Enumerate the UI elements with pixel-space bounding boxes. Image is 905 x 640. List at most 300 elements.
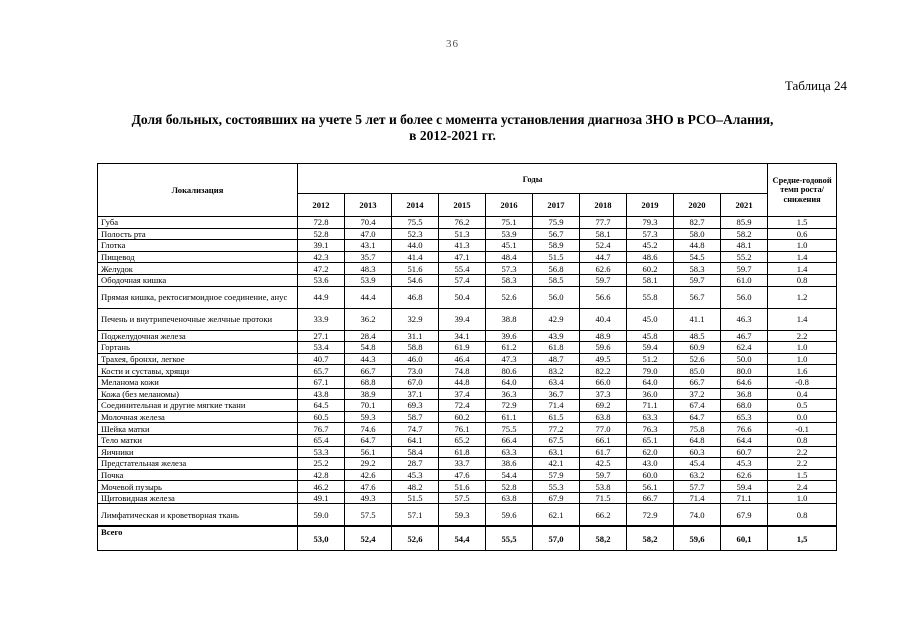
table-row-11 (98, 365, 837, 377)
value-cell-2013: 42.6 (345, 469, 392, 481)
value-cell-2016: 66.4 (486, 434, 533, 446)
value-cell-2019: 56.1 (627, 481, 674, 493)
value-cell-2018: 59.7 (580, 274, 627, 286)
value-cell-2016: 61.1 (486, 411, 533, 423)
value-cell-2021: 50.0 (721, 353, 768, 365)
title-line-1: Доля больных, состоявших на учете 5 лет и более с момента установления диагноза ЗНО в РСО–Алания, (131, 112, 774, 127)
value-cell-2021: 46.7 (721, 330, 768, 342)
value-cell-2013: 64.7 (345, 434, 392, 446)
rate-cell: 1.5 (768, 469, 837, 481)
table-row-19 (98, 458, 837, 470)
value-cell-2021: 76.6 (721, 423, 768, 435)
rate-cell: 2.2 (768, 330, 837, 342)
value-cell-2013: 48.3 (345, 263, 392, 275)
value-cell-2012: 53.4 (298, 342, 345, 354)
value-cell-2012: 42.3 (298, 251, 345, 263)
table-label: Таблица 24 (784, 78, 847, 93)
value-cell-2018: 82.2 (580, 365, 627, 377)
value-cell-2020: 82.7 (674, 217, 721, 229)
value-cell-2021: 58.2 (721, 228, 768, 240)
value-cell-2012: 40.7 (298, 353, 345, 365)
value-cell-2021: 80.0 (721, 365, 768, 377)
table-row-8 (98, 330, 837, 342)
value-cell-2012: 53.6 (298, 274, 345, 286)
localization-cell: Поджелудочная железа (98, 330, 298, 342)
value-cell-2014: 28.7 (392, 458, 439, 470)
value-cell-2013: 53.9 (345, 274, 392, 286)
value-cell-2021: 64.6 (721, 376, 768, 388)
value-cell-2016: 38.6 (486, 458, 533, 470)
table-row-22 (98, 492, 837, 504)
value-cell-2015: 50.4 (439, 286, 486, 308)
value-cell-2018: 63.8 (580, 411, 627, 423)
value-cell-2012: 39.1 (298, 240, 345, 252)
header-year-2018: 2018 (580, 194, 627, 217)
value-cell-2013: 59.3 (345, 411, 392, 423)
header-year-2012: 2012 (298, 194, 345, 217)
value-cell-2018: 59.6 (580, 342, 627, 354)
value-cell-2017: 83.2 (533, 365, 580, 377)
value-cell-2020: 37.2 (674, 388, 721, 400)
value-cell-2016: 38.8 (486, 308, 533, 330)
value-cell-2019: 62.0 (627, 446, 674, 458)
localization-cell: Лимфатическая и кроветворная ткань (98, 504, 298, 527)
rate-cell: 0.8 (768, 504, 837, 527)
rate-cell: -0.1 (768, 423, 837, 435)
table-row-3 (98, 251, 837, 263)
value-cell-2019: 63.3 (627, 411, 674, 423)
value-cell-2012: 76.7 (298, 423, 345, 435)
value-cell-2017: 36.7 (533, 388, 580, 400)
value-cell-2015: 65.2 (439, 434, 486, 446)
localization-cell: Яичники (98, 446, 298, 458)
value-cell-2019: 60.2 (627, 263, 674, 275)
value-cell-2015: 37.4 (439, 388, 486, 400)
table-row-21 (98, 481, 837, 493)
value-cell-2012: 65.7 (298, 365, 345, 377)
value-cell-2018: 52.4 (580, 240, 627, 252)
value-cell-2013: 57.5 (345, 504, 392, 527)
value-cell-2018: 48.9 (580, 330, 627, 342)
value-cell-2015: 51.3 (439, 228, 486, 240)
value-cell-2021: 64.4 (721, 434, 768, 446)
rate-cell: 0.8 (768, 274, 837, 286)
value-cell-2021: 48.1 (721, 240, 768, 252)
value-cell-2019: 59.4 (627, 342, 674, 354)
value-cell-2016: 63.8 (486, 492, 533, 504)
rate-cell: 1.4 (768, 308, 837, 330)
value-cell-2021: 60.7 (721, 446, 768, 458)
value-cell-2013: 29.2 (345, 458, 392, 470)
value-cell-2019: 51.2 (627, 353, 674, 365)
value-cell-2016: 53.9 (486, 228, 533, 240)
value-cell-2016: 54.4 (486, 469, 533, 481)
value-cell-2018: 62.6 (580, 263, 627, 275)
value-cell-2018: 53.8 (580, 481, 627, 493)
value-cell-2018: 42.5 (580, 458, 627, 470)
value-cell-2013: 35.7 (345, 251, 392, 263)
header-year-2014: 2014 (392, 194, 439, 217)
value-cell-2021: 36.8 (721, 388, 768, 400)
value-cell-2016: 55,5 (486, 526, 533, 551)
header-year-2013: 2013 (345, 194, 392, 217)
table-row-13 (98, 388, 837, 400)
value-cell-2019: 58,2 (627, 526, 674, 551)
value-cell-2016: 36.3 (486, 388, 533, 400)
value-cell-2017: 58.5 (533, 274, 580, 286)
localization-cell: Почка (98, 469, 298, 481)
table-row-16 (98, 423, 837, 435)
table-title (0, 112, 905, 144)
value-cell-2021: 71.1 (721, 492, 768, 504)
table-row-23 (98, 504, 837, 527)
value-cell-2020: 56.7 (674, 286, 721, 308)
localization-cell: Мочевой пузырь (98, 481, 298, 493)
header-year-2020: 2020 (674, 194, 721, 217)
value-cell-2012: 43.8 (298, 388, 345, 400)
value-cell-2014: 75.5 (392, 217, 439, 229)
value-cell-2019: 65.1 (627, 434, 674, 446)
value-cell-2016: 64.0 (486, 376, 533, 388)
value-cell-2013: 66.7 (345, 365, 392, 377)
value-cell-2012: 42.8 (298, 469, 345, 481)
value-cell-2014: 74.7 (392, 423, 439, 435)
value-cell-2016: 80.6 (486, 365, 533, 377)
table-row-9 (98, 342, 837, 354)
value-cell-2013: 54.8 (345, 342, 392, 354)
value-cell-2015: 76.1 (439, 423, 486, 435)
value-cell-2020: 60.9 (674, 342, 721, 354)
value-cell-2015: 44.8 (439, 376, 486, 388)
value-cell-2017: 51.5 (533, 251, 580, 263)
value-cell-2021: 61.0 (721, 274, 768, 286)
table-row-17 (98, 434, 837, 446)
header-year-2021: 2021 (721, 194, 768, 217)
value-cell-2018: 37.3 (580, 388, 627, 400)
value-cell-2017: 56.0 (533, 286, 580, 308)
value-cell-2013: 28.4 (345, 330, 392, 342)
value-cell-2021: 46.3 (721, 308, 768, 330)
value-cell-2017: 61.5 (533, 411, 580, 423)
value-cell-2018: 56.6 (580, 286, 627, 308)
localization-cell: Печень и внутрипеченочные желчные протоки (98, 308, 298, 330)
value-cell-2019: 58.1 (627, 274, 674, 286)
value-cell-2012: 27.1 (298, 330, 345, 342)
localization-cell: Трахея, бронхи, легкое (98, 353, 298, 365)
value-cell-2019: 57.3 (627, 228, 674, 240)
localization-cell: Щитовидная железа (98, 492, 298, 504)
value-cell-2018: 77.7 (580, 217, 627, 229)
value-cell-2016: 59.6 (486, 504, 533, 527)
value-cell-2016: 52.6 (486, 286, 533, 308)
table-row-10 (98, 353, 837, 365)
value-cell-2020: 74.0 (674, 504, 721, 527)
value-cell-2013: 70.4 (345, 217, 392, 229)
value-cell-2014: 73.0 (392, 365, 439, 377)
value-cell-2014: 46.8 (392, 286, 439, 308)
value-cell-2012: 59.0 (298, 504, 345, 527)
rate-cell: 2.2 (768, 458, 837, 470)
rate-cell: -0.8 (768, 376, 837, 388)
value-cell-2017: 71.4 (533, 400, 580, 412)
value-cell-2012: 72.8 (298, 217, 345, 229)
localization-cell: Кости и суставы, хрящи (98, 365, 298, 377)
value-cell-2015: 51.6 (439, 481, 486, 493)
value-cell-2019: 36.0 (627, 388, 674, 400)
header-year-2017: 2017 (533, 194, 580, 217)
value-cell-2017: 57.9 (533, 469, 580, 481)
rate-cell: 1.4 (768, 263, 837, 275)
value-cell-2012: 67.1 (298, 376, 345, 388)
value-cell-2021: 56.0 (721, 286, 768, 308)
value-cell-2018: 61.7 (580, 446, 627, 458)
value-cell-2019: 45.0 (627, 308, 674, 330)
value-cell-2017: 61.8 (533, 342, 580, 354)
page-number: 36 (446, 38, 459, 50)
value-cell-2019: 45.8 (627, 330, 674, 342)
value-cell-2019: 72.9 (627, 504, 674, 527)
value-cell-2018: 40.4 (580, 308, 627, 330)
value-cell-2016: 58.3 (486, 274, 533, 286)
value-cell-2019: 66.7 (627, 492, 674, 504)
value-cell-2021: 68.0 (721, 400, 768, 412)
value-cell-2012: 44.9 (298, 286, 345, 308)
value-cell-2017: 63.4 (533, 376, 580, 388)
value-cell-2015: 57.4 (439, 274, 486, 286)
value-cell-2021: 55.2 (721, 251, 768, 263)
value-cell-2019: 64.0 (627, 376, 674, 388)
value-cell-2014: 37.1 (392, 388, 439, 400)
value-cell-2014: 57.1 (392, 504, 439, 527)
value-cell-2020: 75.8 (674, 423, 721, 435)
localization-cell: Тело матки (98, 434, 298, 446)
value-cell-2012: 65.4 (298, 434, 345, 446)
value-cell-2012: 53.3 (298, 446, 345, 458)
header-year-2016: 2016 (486, 194, 533, 217)
value-cell-2015: 33.7 (439, 458, 486, 470)
rate-cell: 1.2 (768, 286, 837, 308)
value-cell-2017: 56.7 (533, 228, 580, 240)
value-cell-2020: 44.8 (674, 240, 721, 252)
table-row-0 (98, 217, 837, 229)
value-cell-2018: 49.5 (580, 353, 627, 365)
value-cell-2014: 41.4 (392, 251, 439, 263)
value-cell-2013: 44.4 (345, 286, 392, 308)
value-cell-2015: 47.1 (439, 251, 486, 263)
value-cell-2015: 60.2 (439, 411, 486, 423)
value-cell-2014: 44.0 (392, 240, 439, 252)
value-cell-2013: 36.2 (345, 308, 392, 330)
rate-cell: 2.2 (768, 446, 837, 458)
value-cell-2021: 59.4 (721, 481, 768, 493)
value-cell-2014: 58.8 (392, 342, 439, 354)
table-header (98, 164, 837, 217)
value-cell-2016: 75.5 (486, 423, 533, 435)
value-cell-2016: 47.3 (486, 353, 533, 365)
value-cell-2015: 41.3 (439, 240, 486, 252)
rate-cell: 1.4 (768, 251, 837, 263)
rate-cell: 1.5 (768, 217, 837, 229)
rate-cell: 2.4 (768, 481, 837, 493)
table-row-total (98, 526, 837, 551)
value-cell-2017: 75.9 (533, 217, 580, 229)
value-cell-2018: 58.1 (580, 228, 627, 240)
localization-cell: Кожа (без меланомы) (98, 388, 298, 400)
localization-cell: Глотка (98, 240, 298, 252)
value-cell-2014: 46.0 (392, 353, 439, 365)
value-cell-2021: 65.3 (721, 411, 768, 423)
value-cell-2015: 61.9 (439, 342, 486, 354)
value-cell-2020: 67.4 (674, 400, 721, 412)
rate-cell: 0.6 (768, 228, 837, 240)
table-body (98, 217, 837, 551)
rate-cell: 0.5 (768, 400, 837, 412)
title-line-2: в 2012-2021 гг. (409, 128, 496, 143)
value-cell-2017: 42.1 (533, 458, 580, 470)
table-row-5 (98, 274, 837, 286)
header-year-2015: 2015 (439, 194, 486, 217)
value-cell-2018: 66.1 (580, 434, 627, 446)
value-cell-2019: 76.3 (627, 423, 674, 435)
localization-cell: Гортань (98, 342, 298, 354)
value-cell-2014: 64.1 (392, 434, 439, 446)
localization-cell: Предстательная железа (98, 458, 298, 470)
value-cell-2012: 33.9 (298, 308, 345, 330)
value-cell-2012: 46.2 (298, 481, 345, 493)
value-cell-2019: 71.1 (627, 400, 674, 412)
table-row-4 (98, 263, 837, 275)
value-cell-2018: 66.0 (580, 376, 627, 388)
table-row-18 (98, 446, 837, 458)
value-cell-2018: 66.2 (580, 504, 627, 527)
value-cell-2014: 58.7 (392, 411, 439, 423)
value-cell-2015: 57.5 (439, 492, 486, 504)
value-cell-2020: 59,6 (674, 526, 721, 551)
value-cell-2015: 46.4 (439, 353, 486, 365)
value-cell-2021: 62.4 (721, 342, 768, 354)
value-cell-2017: 43.9 (533, 330, 580, 342)
value-cell-2016: 52.8 (486, 481, 533, 493)
value-cell-2012: 64.5 (298, 400, 345, 412)
value-cell-2012: 52.8 (298, 228, 345, 240)
value-cell-2016: 61.2 (486, 342, 533, 354)
value-cell-2019: 79.0 (627, 365, 674, 377)
value-cell-2012: 25.2 (298, 458, 345, 470)
value-cell-2018: 44.7 (580, 251, 627, 263)
table-row-12 (98, 376, 837, 388)
table-row-15 (98, 411, 837, 423)
value-cell-2019: 79.3 (627, 217, 674, 229)
value-cell-2013: 43.1 (345, 240, 392, 252)
value-cell-2017: 62.1 (533, 504, 580, 527)
value-cell-2017: 55.3 (533, 481, 580, 493)
value-cell-2012: 47.2 (298, 263, 345, 275)
rate-cell: 1,5 (768, 526, 837, 551)
value-cell-2019: 43.0 (627, 458, 674, 470)
value-cell-2013: 74.6 (345, 423, 392, 435)
rate-cell: 1.0 (768, 240, 837, 252)
value-cell-2020: 52.6 (674, 353, 721, 365)
value-cell-2014: 67.0 (392, 376, 439, 388)
value-cell-2020: 64.7 (674, 411, 721, 423)
value-cell-2021: 59.7 (721, 263, 768, 275)
value-cell-2020: 54.5 (674, 251, 721, 263)
header-localization: Локализация (98, 164, 298, 217)
value-cell-2021: 45.3 (721, 458, 768, 470)
table-row-7 (98, 308, 837, 330)
value-cell-2014: 45.3 (392, 469, 439, 481)
value-cell-2018: 71.5 (580, 492, 627, 504)
value-cell-2014: 69.3 (392, 400, 439, 412)
value-cell-2021: 60,1 (721, 526, 768, 551)
rate-cell: 1.0 (768, 492, 837, 504)
value-cell-2016: 45.1 (486, 240, 533, 252)
value-cell-2012: 53,0 (298, 526, 345, 551)
value-cell-2012: 49.1 (298, 492, 345, 504)
value-cell-2017: 77.2 (533, 423, 580, 435)
rate-cell: 0.4 (768, 388, 837, 400)
value-cell-2020: 45.4 (674, 458, 721, 470)
localization-cell: Губа (98, 217, 298, 229)
value-cell-2014: 54.6 (392, 274, 439, 286)
value-cell-2019: 60.0 (627, 469, 674, 481)
header-years-group: Годы (298, 164, 768, 194)
localization-cell: Соединительная и другие мягкие ткани (98, 400, 298, 412)
value-cell-2014: 51.5 (392, 492, 439, 504)
value-cell-2014: 32.9 (392, 308, 439, 330)
value-cell-2016: 72.9 (486, 400, 533, 412)
value-cell-2015: 76.2 (439, 217, 486, 229)
value-cell-2013: 47.6 (345, 481, 392, 493)
value-cell-2013: 49.3 (345, 492, 392, 504)
value-cell-2015: 74.8 (439, 365, 486, 377)
value-cell-2015: 34.1 (439, 330, 486, 342)
localization-cell: Шейка матки (98, 423, 298, 435)
value-cell-2020: 58.0 (674, 228, 721, 240)
header-rate: Средне-годовой темп роста/ снижения (768, 164, 837, 217)
localization-cell: Прямая кишка, ректосигмоидное соединение, анус (98, 286, 298, 308)
localization-cell: Полость рта (98, 228, 298, 240)
value-cell-2015: 47.6 (439, 469, 486, 481)
value-cell-2015: 72.4 (439, 400, 486, 412)
value-cell-2014: 48.2 (392, 481, 439, 493)
value-cell-2020: 85.0 (674, 365, 721, 377)
localization-cell: Ободочная кишка (98, 274, 298, 286)
value-cell-2021: 85.9 (721, 217, 768, 229)
localization-cell: Всего (98, 526, 298, 551)
value-cell-2013: 70.1 (345, 400, 392, 412)
value-cell-2013: 38.9 (345, 388, 392, 400)
value-cell-2020: 48.5 (674, 330, 721, 342)
value-cell-2019: 55.8 (627, 286, 674, 308)
value-cell-2012: 60.5 (298, 411, 345, 423)
value-cell-2020: 59.7 (674, 274, 721, 286)
value-cell-2021: 67.9 (721, 504, 768, 527)
value-cell-2014: 31.1 (392, 330, 439, 342)
table-row-1 (98, 228, 837, 240)
value-cell-2018: 58,2 (580, 526, 627, 551)
value-cell-2015: 61.8 (439, 446, 486, 458)
rate-cell: 1.0 (768, 342, 837, 354)
rate-cell: 0.0 (768, 411, 837, 423)
table-row-20 (98, 469, 837, 481)
value-cell-2015: 54,4 (439, 526, 486, 551)
table-row-14 (98, 400, 837, 412)
value-cell-2016: 75.1 (486, 217, 533, 229)
value-cell-2015: 39.4 (439, 308, 486, 330)
value-cell-2019: 45.2 (627, 240, 674, 252)
table-row-6 (98, 286, 837, 308)
